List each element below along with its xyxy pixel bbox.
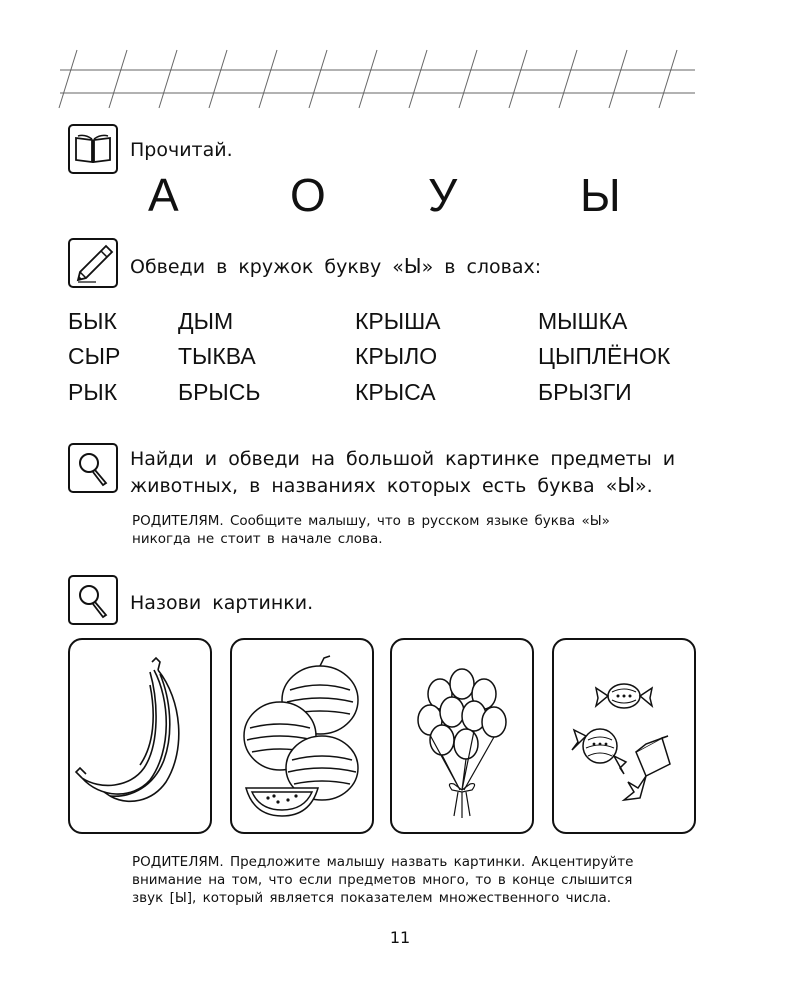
balloons-picture — [390, 638, 534, 834]
handwriting-guide-lines — [55, 48, 705, 110]
word: МЫШКА — [538, 308, 628, 334]
word: БРЫЗГИ — [538, 379, 632, 405]
word: ТЫКВА — [178, 343, 256, 369]
magnifier-icon — [68, 443, 118, 493]
word: БЫК — [68, 308, 117, 334]
name-instruction: Назови картинки. — [130, 592, 314, 614]
find-instruction: Найди и обведи на большой картинке предметы и животных, в названиях которых есть буква «Ы». — [130, 448, 676, 497]
letter-y: Ы — [580, 169, 621, 221]
word: БРЫСЬ — [178, 379, 261, 405]
read-instruction: Прочитай. — [130, 139, 233, 161]
word: КРЫША — [355, 308, 441, 334]
magnifier-icon — [68, 575, 118, 625]
pencil-icon — [68, 238, 118, 288]
bananas-picture — [68, 638, 212, 834]
page-number: 11 — [389, 928, 411, 947]
word: ЦЫПЛЁНОК — [538, 343, 671, 369]
letter-o: О — [290, 169, 326, 221]
parent-note: РОДИТЕЛЯМ. Сообщите малышу, что в русском языке буква «Ы» никогда не стоит в начале слова. — [132, 513, 610, 547]
parent-note: РОДИТЕЛЯМ. Предложите малышу назвать картинки. Акцентируйте внимание на том, что если предметов много, то в конце слышится звук [Ы], который является показателем множественного числа. — [132, 854, 634, 906]
letter-u: У — [428, 169, 458, 221]
letter-a: А — [148, 169, 179, 221]
word: КРЫЛО — [355, 343, 438, 369]
highlight-letter: Ы — [617, 473, 636, 497]
word: КРЫСА — [355, 379, 436, 405]
open-book-icon — [68, 124, 118, 174]
word: СЫР — [68, 343, 121, 369]
watermelons-picture — [230, 638, 374, 834]
word: ДЫМ — [178, 308, 234, 334]
highlight-letter: Ы — [403, 254, 422, 278]
circle-instruction: Обведи в кружок букву «Ы» в словах: — [130, 254, 542, 278]
word: РЫК — [68, 379, 118, 405]
candies-picture — [552, 638, 696, 834]
